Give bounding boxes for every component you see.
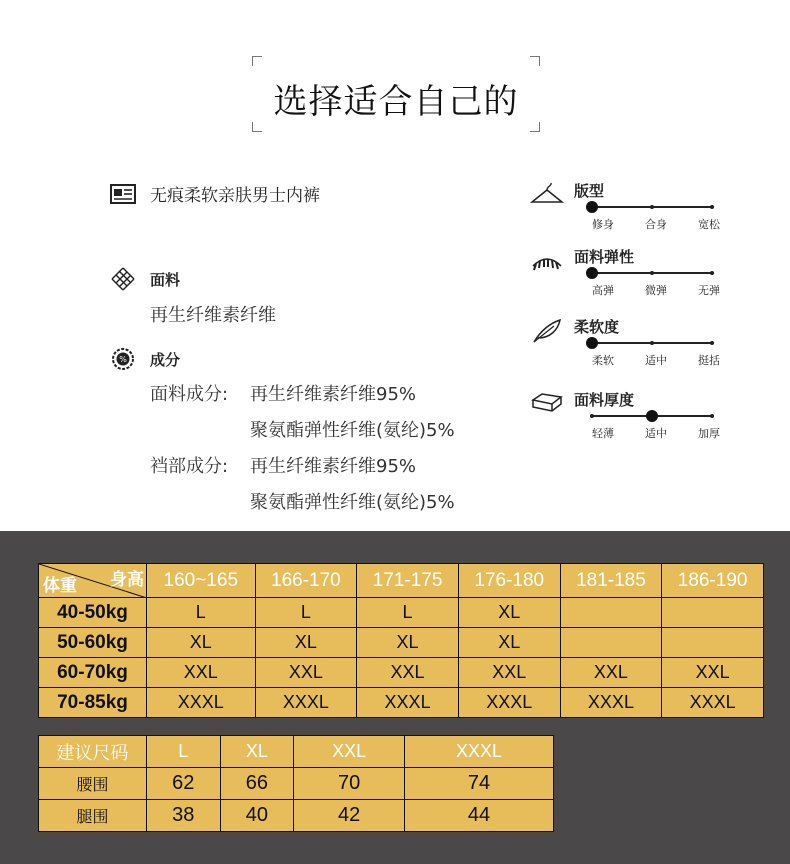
composition-label: 面料成分: — [150, 384, 229, 405]
size-cell: XXXL — [662, 688, 764, 718]
measure-cell: 40 — [220, 800, 294, 832]
size-cell: XL — [458, 598, 560, 628]
composition-title: 成分 — [150, 350, 181, 369]
scale-track — [590, 415, 714, 417]
percent-badge-icon — [110, 347, 136, 371]
weight-row-header: 60-70kg — [39, 658, 147, 688]
frame-corner — [530, 56, 540, 66]
size-cell: XXXL — [357, 688, 459, 718]
scale-label: 适中 — [645, 427, 667, 440]
weight-row-header: 40-50kg — [39, 598, 147, 628]
recommend-size-header: XXL — [294, 736, 405, 768]
thickness-scale — [530, 389, 730, 453]
size-cell — [662, 628, 764, 658]
scale-label: 无弹 — [698, 284, 720, 297]
size-cell: XL — [458, 628, 560, 658]
svg-text:%: % — [119, 355, 127, 364]
table-corner-cell — [39, 564, 147, 598]
size-cell: XL — [147, 628, 256, 658]
measure-cell: 70 — [294, 768, 405, 800]
hanger-icon — [530, 182, 564, 208]
scale-label: 加厚 — [698, 427, 720, 440]
scale-tick — [710, 341, 714, 345]
weight-row-header: 50-60kg — [39, 628, 147, 658]
scale-tick — [710, 271, 714, 275]
size-cell: L — [255, 598, 357, 628]
elasticity-scale — [530, 246, 730, 310]
table-row — [39, 628, 764, 658]
fabric-value: 再生纤维素纤维 — [150, 305, 276, 326]
size-cell: XXL — [357, 658, 459, 688]
scale-tick — [650, 271, 654, 275]
scale-track — [590, 272, 714, 274]
size-cell: XXL — [458, 658, 560, 688]
height-column-header: 181-185 — [560, 564, 662, 598]
weight-row-header: 70-85kg — [39, 688, 147, 718]
height-header: 身高 — [110, 570, 144, 589]
recommend-header: 建议尺码 — [39, 736, 147, 768]
scale-knob — [586, 337, 598, 349]
size-cell: XXXL — [255, 688, 357, 718]
size-cell: L — [357, 598, 459, 628]
page-title: 选择适合自己的 — [273, 82, 519, 122]
measure-cell: 44 — [405, 800, 554, 832]
scale-label: 柔软 — [592, 354, 614, 367]
measure-cell: 62 — [147, 768, 221, 800]
composition-row — [110, 347, 180, 371]
measure-cell: 38 — [147, 800, 221, 832]
scale-tick — [590, 414, 594, 418]
frame-corner — [252, 56, 262, 66]
table-row — [39, 598, 764, 628]
fabric-weave-icon — [110, 267, 136, 291]
measure-cell: 66 — [220, 768, 294, 800]
fit-scale — [530, 180, 730, 244]
height-column-header: 176-180 — [458, 564, 560, 598]
table-row — [39, 688, 764, 718]
scale-label: 轻薄 — [592, 427, 614, 440]
scale-tick — [710, 414, 714, 418]
table-row — [39, 658, 764, 688]
size-cell: XXXL — [147, 688, 256, 718]
scale-label: 合身 — [645, 218, 667, 231]
scale-knob — [586, 267, 598, 279]
fabric-row — [110, 267, 180, 291]
size-cell: XXL — [662, 658, 764, 688]
scale-knob — [646, 410, 658, 422]
stretch-fabric-icon — [530, 248, 564, 274]
product-name: 无痕柔软亲肤男士内裤 — [150, 186, 320, 206]
scale-track — [590, 342, 714, 344]
scale-title: 版型 — [574, 182, 605, 200]
scale-tick — [650, 205, 654, 209]
size-table — [38, 563, 764, 718]
table-row — [39, 800, 554, 832]
height-column-header: 171-175 — [357, 564, 459, 598]
composition-text: 再生纤维素纤维95% — [250, 384, 417, 405]
size-cell: XXL — [255, 658, 357, 688]
scale-title: 面料厚度 — [574, 391, 635, 409]
weight-header: 体重 — [43, 576, 77, 595]
recommend-size-table — [38, 735, 554, 832]
table-row — [39, 768, 554, 800]
title-frame — [252, 56, 540, 132]
scale-track — [590, 206, 714, 208]
frame-corner — [530, 122, 540, 132]
scale-tick — [710, 205, 714, 209]
scale-title: 面料弹性 — [574, 248, 635, 266]
measure-cell: 42 — [294, 800, 405, 832]
recommend-size-header: L — [147, 736, 221, 768]
composition-text: 聚氨酯弹性纤维(氨纶)5% — [250, 492, 455, 513]
composition-label: 裆部成分: — [150, 456, 229, 477]
composition-text: 聚氨酯弹性纤维(氨纶)5% — [250, 420, 455, 441]
product-row — [110, 181, 320, 206]
size-cell: XXL — [560, 658, 662, 688]
height-column-header: 186-190 — [662, 564, 764, 598]
recommend-size-header: XXXL — [405, 736, 554, 768]
scale-knob — [586, 201, 598, 213]
size-cell: XXL — [147, 658, 256, 688]
fabric-title: 面料 — [150, 270, 181, 289]
scale-label: 挺括 — [698, 354, 720, 367]
measure-row-header: 腰围 — [39, 768, 147, 800]
height-column-header: 166-170 — [255, 564, 357, 598]
document-icon — [110, 182, 136, 206]
folded-fabric-icon — [530, 391, 564, 417]
scale-label: 微弹 — [645, 284, 667, 297]
height-column-header: 160~165 — [147, 564, 256, 598]
size-cell — [662, 598, 764, 628]
recommend-size-header: XL — [220, 736, 294, 768]
scale-title: 柔软度 — [574, 318, 620, 336]
size-cell: L — [147, 598, 256, 628]
scale-label: 宽松 — [698, 218, 720, 231]
size-cell: XXXL — [560, 688, 662, 718]
scale-label: 适中 — [645, 354, 667, 367]
scale-label: 修身 — [592, 218, 614, 231]
size-cell: XL — [357, 628, 459, 658]
frame-corner — [252, 122, 262, 132]
scale-label: 高弹 — [592, 284, 614, 297]
size-cell: XXXL — [458, 688, 560, 718]
composition-text: 再生纤维素纤维95% — [250, 456, 417, 477]
size-cell: XL — [255, 628, 357, 658]
measure-row-header: 腿围 — [39, 800, 147, 832]
feather-icon — [530, 318, 564, 344]
softness-scale — [530, 316, 730, 380]
scale-tick — [650, 341, 654, 345]
size-cell — [560, 598, 662, 628]
measure-cell: 74 — [405, 768, 554, 800]
size-cell — [560, 628, 662, 658]
